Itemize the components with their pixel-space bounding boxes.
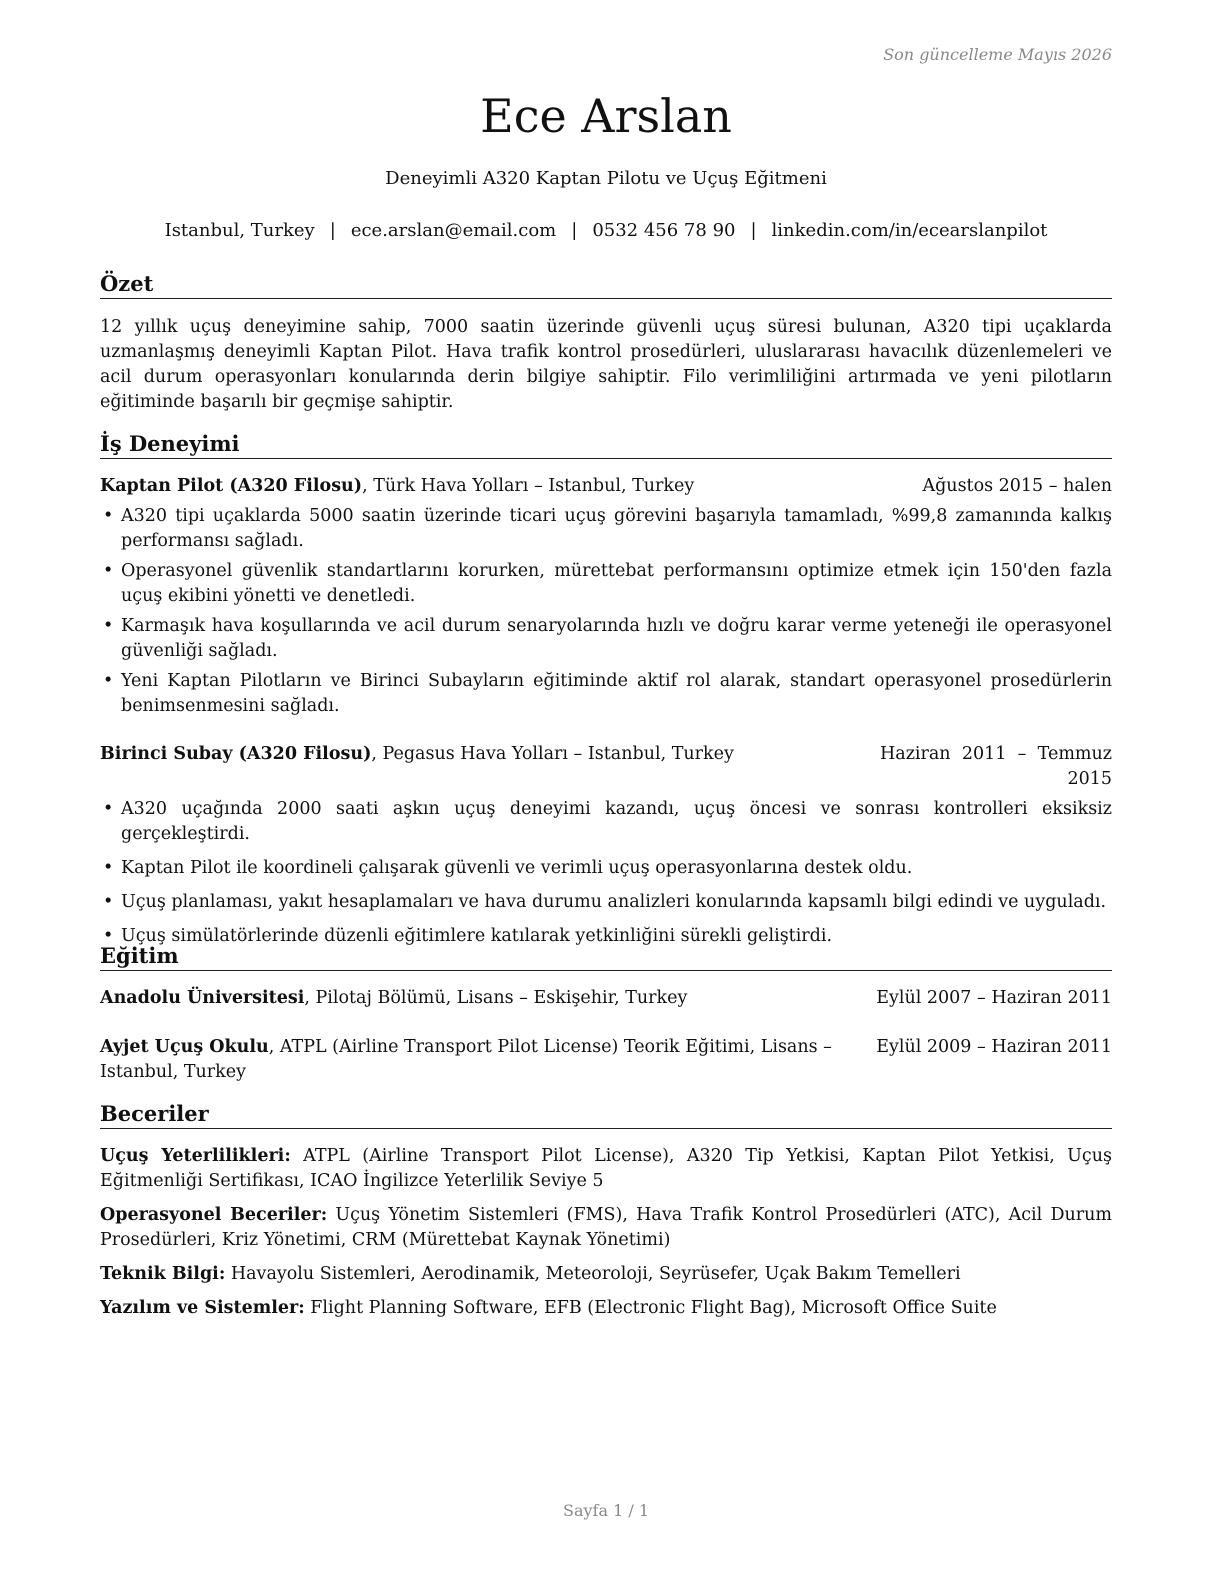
job-header	[100, 742, 1112, 792]
section-title-summary: Özet	[100, 271, 1112, 299]
education-header	[100, 1035, 1112, 1085]
candidate-name: Ece Arslan	[480, 89, 732, 143]
job-bullet: • Uçuş planlaması, yakıt hesaplamaları ve hava durumu analizleri konularında kapsamlı bilgi edindi ve uyguladı.	[100, 890, 1112, 915]
job-dates: Haziran 2011 – Temmuz 2015	[880, 744, 1112, 789]
contact-email[interactable]: ece.arslan@email.com	[350, 220, 557, 241]
job-bullets	[100, 797, 1112, 949]
summary-text: 12 yıllık uçuş deneyimine sahip, 7000 saatin üzerinde güvenli uçuş süresi bulunan, A320 tipi uçaklarda uzmanlaşmış deneyimli Kaptan Pilot. Hava trafik kontrol prosedürleri, uluslararası havacılık düzenlemeleri ve acil durum operasyonları konularında derin bilgiye sahiptir. Filo verimliliğini artırmada ve yeni pilotların eğitiminde başarılı bir geçmişe sahiptir.	[100, 317, 1112, 412]
job-dates: Ağustos 2015 – halen	[922, 476, 1112, 496]
job-bullet: • A320 tipi uçaklarda 5000 saatin üzerinde ticari uçuş görevini başarıyla tamamladı, %99,8 zamanında kalkış performansı sağladı.	[100, 504, 1112, 554]
job-bullet: • Kaptan Pilot ile koordineli çalışarak güvenli ve verimli uçuş operasyonlarına destek oldu.	[100, 856, 1112, 881]
job-bullet: • Yeni Kaptan Pilotların ve Birinci Subayların eğitiminde aktif rol alarak, standart operasyonel prosedürlerin benimsenmesini sağladı.	[100, 669, 1112, 719]
skill-label: Teknik Bilgi:	[100, 1264, 226, 1284]
skills-list	[100, 1144, 1112, 1321]
education-school: Anadolu Üniversitesi	[100, 988, 305, 1008]
job-role: Kaptan Pilot (A320 Filosu)	[100, 476, 363, 496]
skill-value: Havayolu Sistemleri, Aerodinamik, Meteoroloji, Seyrüsefer, Uçak Bakım Temelleri	[225, 1264, 961, 1284]
education-entry	[100, 1035, 1112, 1085]
last-updated-note: Son güncelleme Mayıs 2026	[883, 45, 1112, 64]
contact-phone: 0532 456 78 90	[592, 220, 736, 241]
contact-linkedin[interactable]: linkedin.com/in/ecearslanpilot	[771, 220, 1048, 241]
contact-location: Istanbul, Turkey	[164, 220, 315, 241]
section-title-experience: İş Deneyimi	[100, 431, 1112, 459]
job-bullets	[100, 504, 1112, 719]
skill-label: Yazılım ve Sistemler:	[100, 1298, 305, 1318]
skill-value: ATPL (Airline Transport Pilot License), A320 Tip Yetkisi, Kaptan Pilot Yetkisi, Uçuş Eğitmenliği Sertifikası, ICAO İngilizce Yeterlilik Seviye 5	[100, 1146, 1112, 1191]
job-bullet: • Operasyonel güvenlik standartlarını korurken, mürettebat performansını optimize etmek için 150'den fazla uçuş ekibini yönetti ve denetledi.	[100, 559, 1112, 609]
job-bullet: • Uçuş simülatörlerinde düzenli eğitimlere katılarak yetkinliğini sürekli geliştirdi.	[100, 924, 1112, 949]
contact-separator: |	[329, 220, 336, 241]
section-title-education: Eğitim	[100, 943, 1112, 971]
education-detail: , ATPL (Airline Transport Pilot License) Teorik Eğitimi, Lisans – Istanbul, Turkey	[100, 1037, 832, 1082]
section-title-skills: Beceriler	[100, 1101, 1112, 1129]
education-dates: Eylül 2007 – Haziran 2011	[876, 988, 1112, 1008]
job-entry	[100, 742, 1112, 949]
resume-page	[100, 0, 1112, 1584]
job-bullet: • Karmaşık hava koşullarında ve acil durum senaryolarında hızlı ve doğru karar verme yeteneği ile operasyonel güvenliği sağladı.	[100, 614, 1112, 664]
education-detail: , Pilotaj Bölümü, Lisans – Eskişehir, Turkey	[304, 988, 688, 1008]
skill-label: Operasyonel Beceriler:	[100, 1205, 328, 1225]
skill-row	[100, 1144, 1112, 1194]
page-number: Sayfa 1 / 1	[562, 1501, 649, 1520]
education-header	[100, 986, 1112, 1011]
contact-separator: |	[750, 220, 757, 241]
skill-row	[100, 1296, 1112, 1321]
contact-separator: |	[571, 220, 578, 241]
skill-row	[100, 1262, 1112, 1287]
candidate-headline: Deneyimli A320 Kaptan Pilotu ve Uçuş Eğitmeni	[385, 168, 827, 189]
education-dates: Eylül 2009 – Haziran 2011	[876, 1037, 1112, 1057]
job-organization: , Türk Hava Yolları – Istanbul, Turkey	[362, 476, 695, 496]
job-header	[100, 474, 1112, 499]
job-organization: , Pegasus Hava Yolları – Istanbul, Turkey	[371, 744, 734, 764]
skill-value: Flight Planning Software, EFB (Electronic Flight Bag), Microsoft Office Suite	[304, 1298, 997, 1318]
skill-label: Uçuş Yeterlilikleri:	[100, 1146, 291, 1166]
job-entry	[100, 474, 1112, 719]
skill-value: Uçuş Yönetim Sistemleri (FMS), Hava Trafik Kontrol Prosedürleri (ATC), Acil Durum Prosedürleri, Kriz Yönetimi, CRM (Mürettebat Kaynak Yönetimi)	[100, 1205, 1112, 1250]
contact-line	[100, 219, 1112, 243]
skill-row	[100, 1203, 1112, 1253]
education-school: Ayjet Uçuş Okulu	[100, 1037, 269, 1057]
job-role: Birinci Subay (A320 Filosu)	[100, 744, 372, 764]
job-bullet: • A320 uçağında 2000 saati aşkın uçuş deneyimi kazandı, uçuş öncesi ve sonrası kontrolleri eksiksiz gerçekleştirdi.	[100, 797, 1112, 847]
education-entry	[100, 986, 1112, 1011]
